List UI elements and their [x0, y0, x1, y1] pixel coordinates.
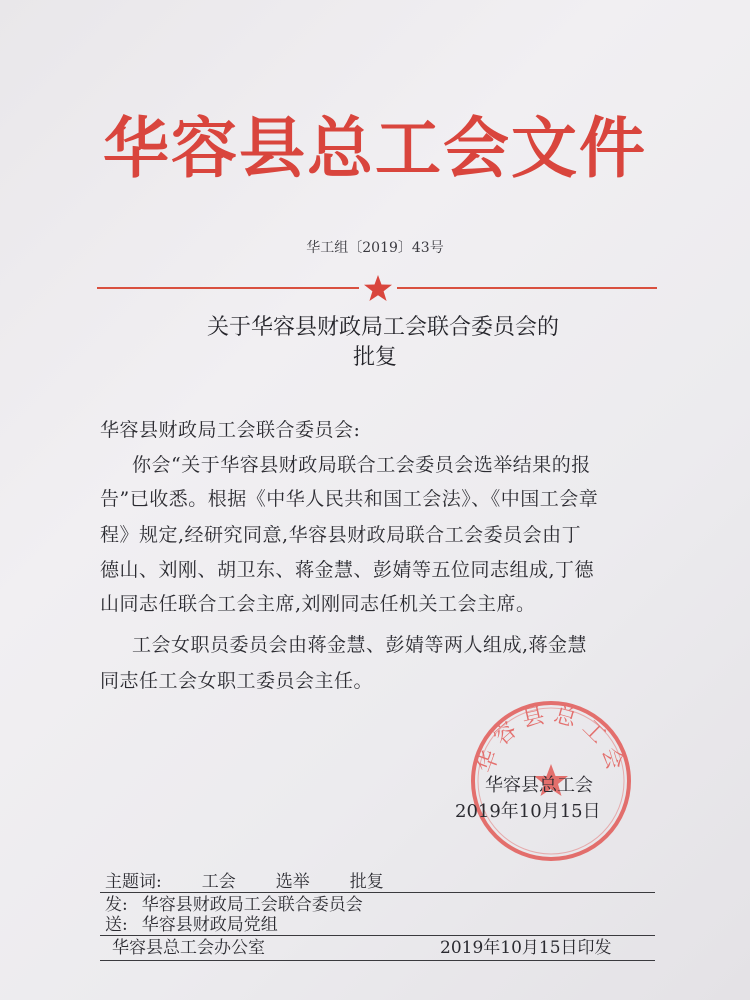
keyword: 选举: [275, 872, 310, 892]
body-paragraph2-line2: 同志任工会女职工委员会主任。: [100, 670, 374, 692]
body-paragraph2-line1: 工会女职员委员会由蒋金慧、彭婧等两人组成,蒋金慧: [132, 634, 588, 656]
issuer: 华容县总工会办公室: [112, 938, 265, 958]
print-date: 2019年10月15日印发: [440, 938, 612, 958]
signature-organization: 华容县总工会: [485, 775, 593, 796]
signature-date: 2019年10月15日: [455, 801, 601, 822]
footer-rule: [100, 960, 655, 961]
red-divider-right: [397, 287, 657, 289]
document-title-line1: 关于华容县财政局工会联合委员会的: [206, 315, 559, 340]
svg-text:华容县总工会: 华容县总工会: [473, 701, 629, 780]
body-paragraph1-line1: 你会“关于华容县财政局联合工会委员会选举结果的报: [132, 454, 591, 476]
cc-recipient: 华容县财政局党组: [141, 915, 278, 935]
footer-rule: [100, 935, 655, 936]
document-title-line2: 批复: [352, 345, 397, 370]
send-label: 发:: [105, 895, 128, 915]
salutation: 华容县财政局工会联合委员会:: [100, 419, 361, 441]
body-paragraph1-line2: 告”已收悉。根据《中华人民共和国工会法》、《中国工会章: [100, 488, 599, 510]
red-divider-left: [97, 287, 359, 289]
subject-keywords: [105, 871, 384, 893]
send-line: [105, 894, 363, 916]
keyword: 工会: [201, 872, 236, 892]
document-masthead: 华容县总工会文件: [103, 109, 647, 187]
body-paragraph1-line5: 山同志任联合工会主席,刘刚同志任机关工会主席。: [100, 593, 536, 615]
body-paragraph1-line3: 程》规定,经研究同意,华容县财政局联合工会委员会由丁: [100, 524, 582, 546]
send-recipient: 华容县财政局工会联合委员会: [141, 895, 363, 915]
keyword: 批复: [349, 872, 384, 892]
footer-rule: [100, 892, 655, 893]
cc-label: 送:: [105, 915, 128, 935]
subject-label: 主题词:: [105, 872, 162, 892]
document-number: 华工组〔2019〕43号: [306, 240, 444, 256]
body-paragraph1-line4: 德山、刘刚、胡卫东、蒋金慧、彭婧等五位同志组成,丁德: [100, 559, 595, 581]
red-star-icon: [363, 274, 393, 302]
cc-line: [105, 914, 278, 936]
